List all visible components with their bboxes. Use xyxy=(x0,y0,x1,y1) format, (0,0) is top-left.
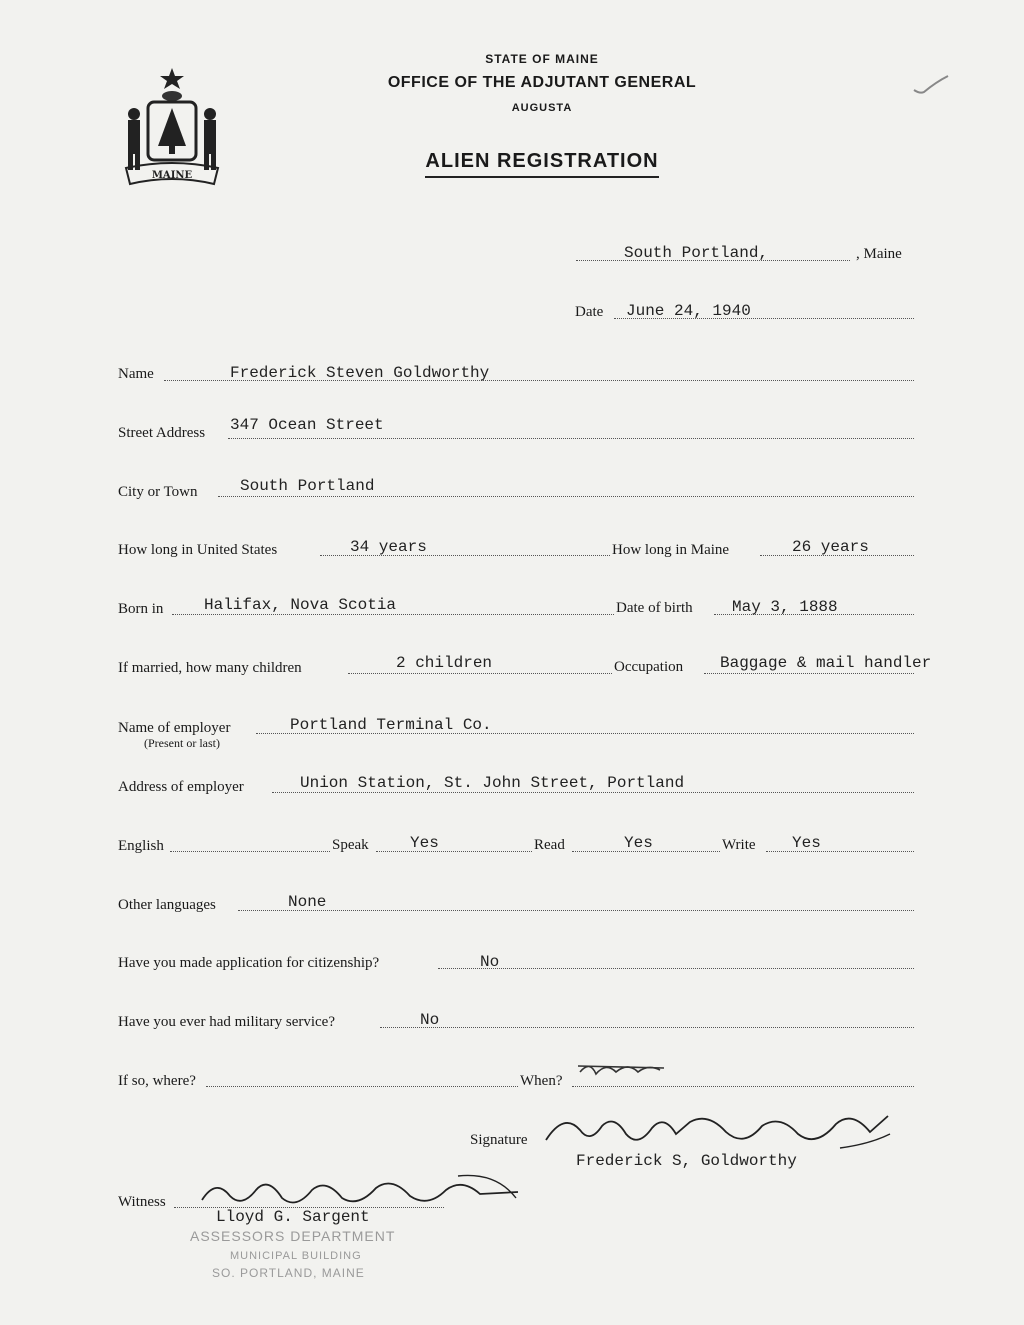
stamp-line-1: ASSESSORS DEPARTMENT xyxy=(190,1228,396,1244)
dob-label: Date of birth xyxy=(616,600,693,616)
military-label: Have you ever had military service? xyxy=(118,1014,335,1030)
form-title: ALIEN REGISTRATION xyxy=(30,150,1024,173)
citizenship-label: Have you made application for citizenship? xyxy=(118,955,380,971)
witness-typed: Lloyd G. Sargent xyxy=(216,1208,370,1226)
employer-address-label: Address of employer xyxy=(118,779,244,795)
children-value: 2 children xyxy=(396,654,493,672)
read-label: Read xyxy=(534,837,565,853)
city-value: South Portland xyxy=(240,477,375,495)
us-years-value: 34 years xyxy=(350,538,427,556)
maine-years-value: 26 years xyxy=(792,538,869,556)
header-city: AUGUSTA xyxy=(511,102,573,114)
header-state: STATE OF MAINE xyxy=(485,52,599,66)
dob-value: May 3, 1888 xyxy=(732,598,838,616)
street-label: Street Address xyxy=(118,425,206,441)
struck-text-mark xyxy=(576,1054,666,1084)
born-label: Born in xyxy=(118,601,164,617)
seal-text: MAINE xyxy=(151,170,193,181)
place-value: South Portland, xyxy=(624,244,769,262)
maine-years-label: How long in Maine xyxy=(612,542,730,558)
name-value: Frederick Steven Goldworthy xyxy=(230,364,490,382)
city-label: City or Town xyxy=(118,484,198,500)
write-label: Write xyxy=(722,837,756,853)
write-value: Yes xyxy=(792,834,821,852)
citizenship-value: No xyxy=(480,953,500,971)
employer-address-value: Union Station, St. John Street, Portland xyxy=(300,774,685,792)
signature-typed: Frederick S, Goldworthy xyxy=(576,1152,797,1170)
other-languages-value: None xyxy=(288,893,327,911)
other-languages-label: Other languages xyxy=(118,897,216,913)
date-value: June 24, 1940 xyxy=(626,302,751,320)
stamp-line-2: MUNICIPAL BUILDING xyxy=(230,1250,362,1262)
where-label: If so, where? xyxy=(118,1073,196,1089)
witness-label: Witness xyxy=(118,1194,166,1210)
children-label: If married, how many children xyxy=(118,660,302,676)
when-label: When? xyxy=(520,1073,563,1089)
english-label: English xyxy=(118,838,164,854)
signature-label: Signature xyxy=(470,1132,528,1148)
date-label: Date xyxy=(575,304,604,320)
street-value: 347 Ocean Street xyxy=(230,416,384,434)
occupation-value: Baggage & mail handler xyxy=(720,654,932,672)
read-value: Yes xyxy=(624,834,653,852)
born-value: Halifax, Nova Scotia xyxy=(204,596,397,614)
place-suffix: , Maine xyxy=(856,246,902,262)
occupation-label: Occupation xyxy=(614,659,684,675)
employer-sublabel: (Present or last) xyxy=(144,736,220,750)
employer-value: Portland Terminal Co. xyxy=(290,716,492,734)
name-label: Name xyxy=(118,366,154,382)
speak-label: Speak xyxy=(332,837,369,853)
speak-value: Yes xyxy=(410,834,439,852)
us-years-label: How long in United States xyxy=(118,542,278,558)
stamp-line-3: SO. PORTLAND, MAINE xyxy=(212,1266,365,1280)
header-office: OFFICE OF THE ADJUTANT GENERAL xyxy=(387,74,697,91)
military-value: No xyxy=(420,1011,440,1029)
employer-label: Name of employer xyxy=(118,720,231,736)
